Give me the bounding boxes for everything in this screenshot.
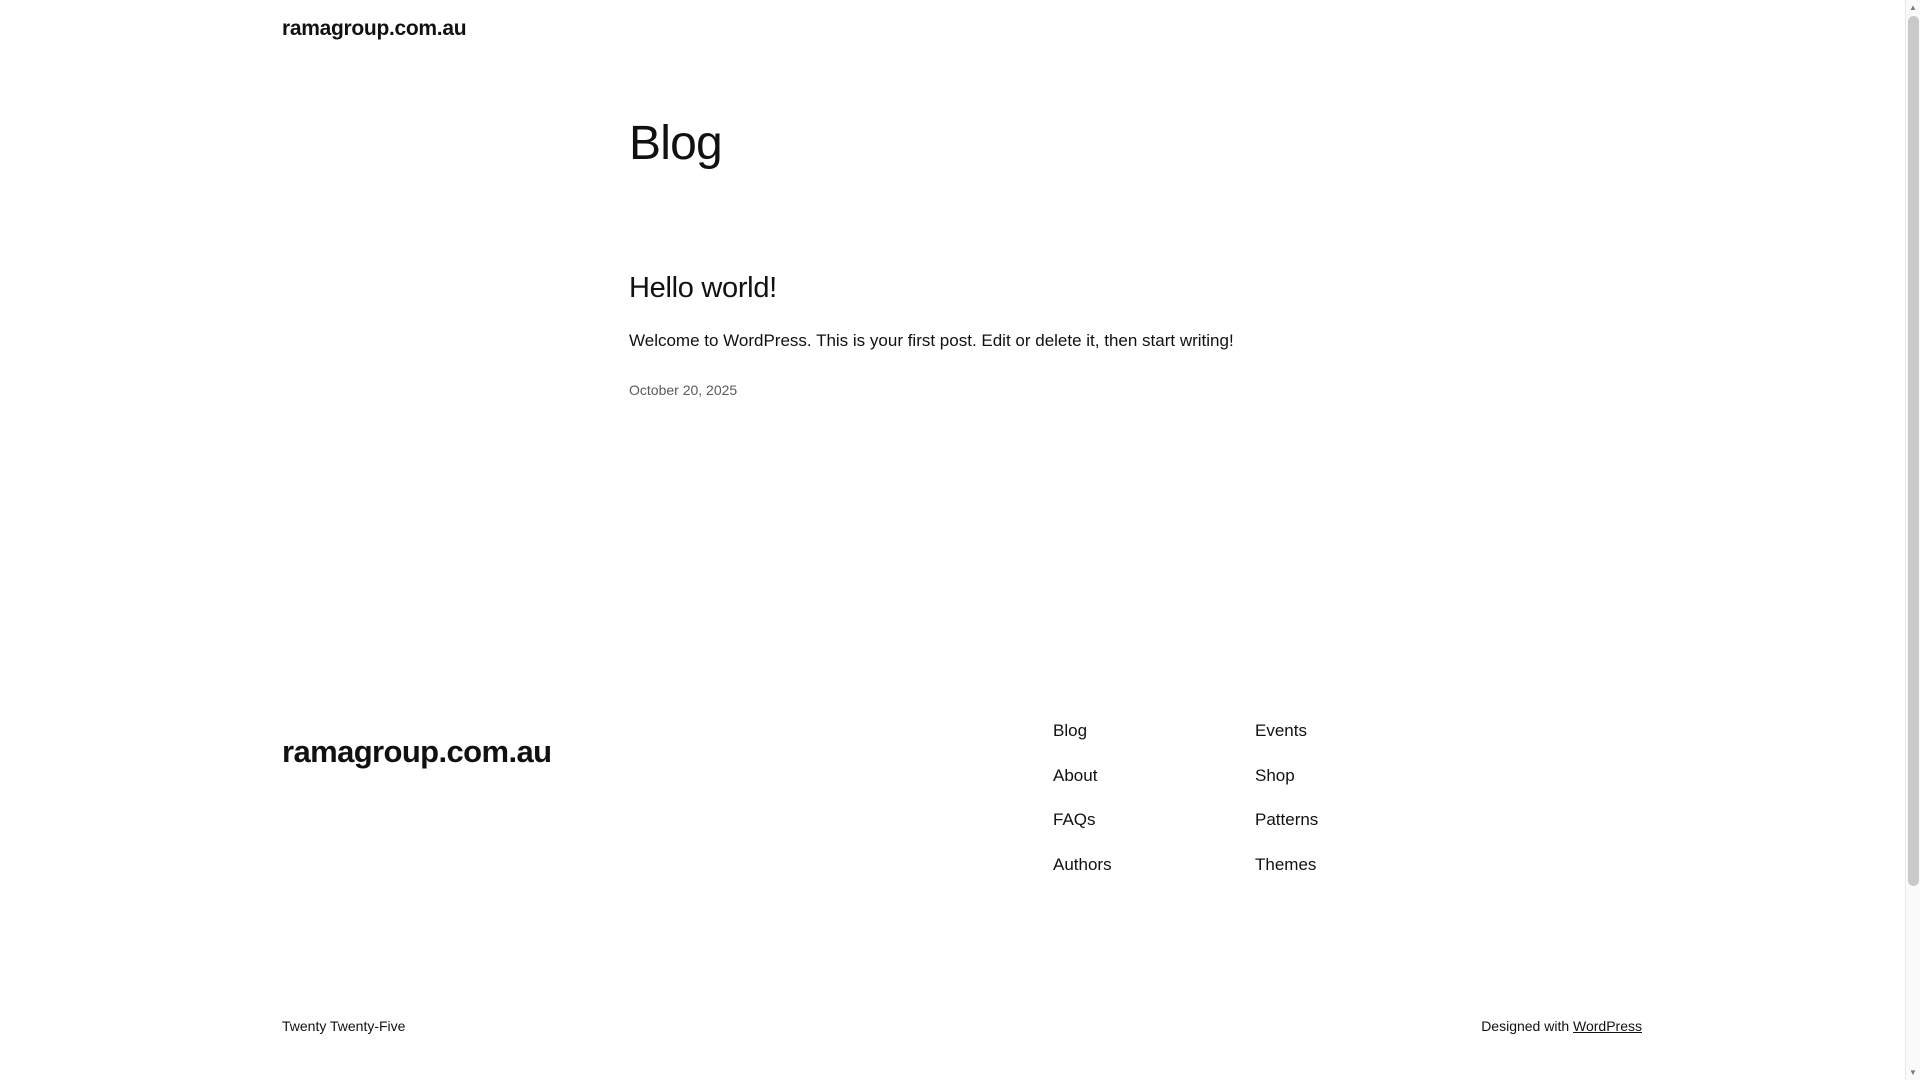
wordpress-link[interactable]: WordPress — [1573, 1018, 1642, 1034]
scroll-up-arrow-icon[interactable]: ▲ — [1909, 2, 1917, 12]
post-excerpt: Welcome to WordPress. This is your first post. Edit or delete it, then start writing! — [629, 330, 1234, 350]
post-date: October 20, 2025 — [629, 381, 738, 398]
footer-link-patterns[interactable]: Patterns — [1255, 810, 1319, 829]
footer-link-events[interactable]: Events — [1255, 721, 1307, 740]
footer-link-blog[interactable]: Blog — [1053, 721, 1088, 740]
footer-nav-column-1 — [1053, 718, 1255, 896]
footer-link-about[interactable]: About — [1053, 765, 1098, 785]
page-title: Blog — [629, 117, 722, 170]
footer-bottom-bar — [282, 1018, 1642, 1034]
footer-link-faqs[interactable]: FAQs — [1053, 810, 1096, 829]
theme-name: Twenty Twenty-Five — [282, 1018, 406, 1034]
scrollbar-thumb[interactable] — [1908, 16, 1919, 886]
footer-navigation — [1053, 718, 1457, 896]
main-content — [629, 118, 1529, 401]
site-title-link[interactable]: ramagroup.com.au — [282, 17, 467, 40]
footer-nav-column-2 — [1255, 718, 1457, 896]
post-title-link[interactable]: Hello world! — [629, 271, 777, 304]
footer-brand-link[interactable]: ramagroup.com.au — [282, 734, 552, 769]
footer-link-themes[interactable]: Themes — [1255, 854, 1317, 874]
footer-credit — [1481, 1018, 1642, 1034]
vertical-scrollbar[interactable] — [1905, 0, 1920, 1080]
site-footer — [282, 718, 1642, 896]
footer-link-authors[interactable]: Authors — [1053, 854, 1112, 874]
post-item — [629, 271, 1529, 401]
site-header — [282, 14, 1642, 44]
footer-credit-prefix: Designed with — [1481, 1018, 1574, 1034]
footer-link-shop[interactable]: Shop — [1255, 765, 1295, 785]
scroll-down-arrow-icon[interactable]: ▼ — [1909, 1067, 1917, 1077]
post-title — [629, 271, 1529, 306]
